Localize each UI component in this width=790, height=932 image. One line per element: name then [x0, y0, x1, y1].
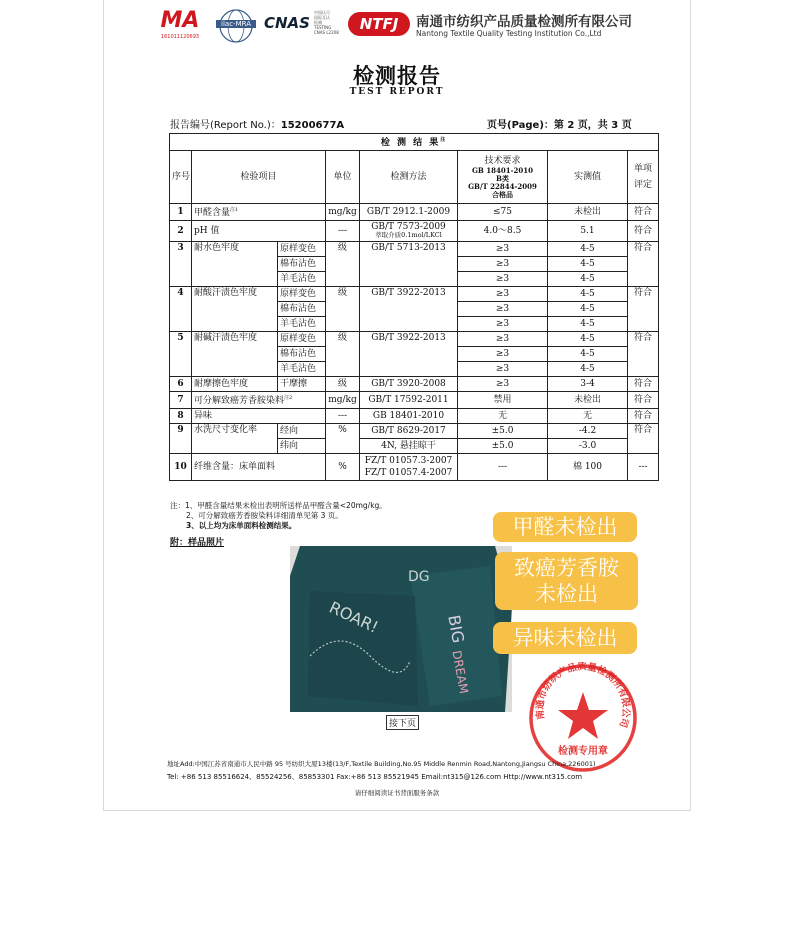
row-judge: 符合: [628, 424, 659, 454]
fabric-photo-illustration: [290, 546, 512, 712]
report-number-label: 报告编号(Report No.)：: [170, 120, 281, 131]
header-requirement: [458, 151, 548, 204]
table-row: [170, 204, 659, 221]
row-result: 4-5: [548, 257, 628, 272]
row-requirement: ≥3: [458, 347, 548, 362]
row-method: GB 18401-2010: [360, 409, 458, 424]
row-method: [360, 221, 458, 242]
row-method: [360, 454, 458, 481]
row-unit: 级: [326, 242, 360, 287]
row-unit: %: [326, 424, 360, 454]
cnas-side-line: 中国认可: [314, 10, 330, 15]
row-method: 4N, 悬挂晾干: [360, 439, 458, 454]
badge-aromatic-amine-line: 未检出: [535, 582, 598, 606]
ma-logo-text: MA: [160, 8, 200, 33]
row-requirement: ≥3: [458, 272, 548, 287]
row-subitem: 原样变色: [278, 242, 326, 257]
badge-aromatic-amine: [495, 552, 638, 610]
cnas-side-line: 检测: [314, 20, 322, 25]
badge-aromatic-amine-line: 致癌芳香胺: [514, 556, 619, 580]
row-unit: 级: [326, 287, 360, 332]
footer-back-note: 请仔细阅读证书背面服务条款: [354, 789, 440, 797]
note-line: 注：1、甲醛含量结果未检出表明所送样品甲醛含量<20mg/kg。: [170, 501, 387, 510]
svg-text:DG: DG: [408, 569, 430, 585]
row-no: 10: [170, 454, 192, 481]
badge-odor: 异味未检出: [493, 622, 637, 654]
row-requirement: ≥3: [458, 242, 548, 257]
row-requirement: 禁用: [458, 392, 548, 409]
row-subitem: 羊毛沾色: [278, 317, 326, 332]
header-judge-line: 评定: [634, 180, 653, 190]
cnas-side-line: CNAS L2208: [314, 30, 339, 35]
seal-ring-text: 南通市纺织产品质量检测所有限公司: [534, 662, 632, 729]
ntfj-logo: NTFJ: [348, 12, 410, 36]
report-title: 检测报告: [353, 64, 441, 88]
institution-name-en: Nantong Textile Quality Testing Institution Co.,Ltd: [416, 29, 602, 38]
row-result: 4-5: [548, 332, 628, 347]
row-method-line: GB/T 7573-2009: [371, 222, 446, 232]
results-table: [169, 133, 659, 481]
seal-center-text: 检测专用章: [558, 746, 608, 757]
row-requirement: ≥3: [458, 362, 548, 377]
table-row: [170, 392, 659, 409]
row-unit: ---: [326, 409, 360, 424]
row-subitem: 经向: [278, 424, 326, 439]
header-result: 实测值: [548, 151, 628, 204]
cnas-logo: [264, 8, 342, 44]
row-judge: 符合: [628, 242, 659, 287]
row-method-line: 萃取介质0.1mol/LKCl: [375, 231, 442, 239]
row-subitem: 棉布沾色: [278, 302, 326, 317]
table-row: [170, 377, 659, 392]
row-requirement: ≥3: [458, 377, 548, 392]
table-caption-text: 检 测 结 果: [380, 138, 441, 148]
svg-text:BIG: BIG: [444, 613, 468, 645]
table-row: [170, 409, 659, 424]
row-method-line: FZ/T 01057.3-2007: [364, 456, 453, 466]
row-judge: 符合: [628, 409, 659, 424]
row-requirement: ≥3: [458, 287, 548, 302]
note-line: 3、以上均为床单面料检测结果。: [186, 521, 297, 530]
row-item-text: 甲醛含量: [194, 208, 231, 218]
row-result: 4-5: [548, 242, 628, 257]
row-subitem: 羊毛沾色: [278, 362, 326, 377]
row-judge: 符合: [628, 204, 659, 221]
row-method: GB/T 3922-2013: [360, 287, 458, 332]
row-no: 8: [170, 409, 192, 424]
row-unit: mg/kg: [326, 204, 360, 221]
row-requirement: ±5.0: [458, 439, 548, 454]
row-requirement: ±5.0: [458, 424, 548, 439]
row-subitem: 棉布沾色: [278, 347, 326, 362]
row-result: 5.1: [548, 221, 628, 242]
table-row: [170, 242, 659, 257]
row-requirement: ≥3: [458, 317, 548, 332]
row-requirement: 无: [458, 409, 548, 424]
page-info: 页号(Page)：第 2 页，共 3 页: [487, 120, 632, 131]
row-subitem: 干摩擦: [278, 377, 326, 392]
badge-formaldehyde: 甲醛未检出: [493, 512, 637, 542]
header-item: 检验项目: [192, 151, 326, 204]
row-result: 4-5: [548, 272, 628, 287]
row-result: 无: [548, 409, 628, 424]
next-page-label: 接下页: [386, 715, 419, 730]
red-seal-icon: [527, 662, 639, 774]
cnas-logo-text: CNAS: [264, 14, 310, 32]
header-req-line: GB/T 22844-2009: [468, 181, 537, 191]
ilac-mra-logo: [214, 7, 258, 45]
row-item: pH 值: [192, 221, 326, 242]
row-judge: 符合: [628, 287, 659, 332]
row-subitem: 原样变色: [278, 332, 326, 347]
header-req-line: 合格品: [492, 189, 513, 199]
row-method: GB/T 3920-2008: [360, 377, 458, 392]
row-unit: mg/kg: [326, 392, 360, 409]
row-method: GB/T 2912.1-2009: [360, 204, 458, 221]
cnas-side-text: [314, 10, 339, 35]
row-item-sup: 注1: [230, 207, 239, 213]
row-result: 4-5: [548, 302, 628, 317]
row-requirement: 4.0～8.5: [458, 221, 548, 242]
row-judge: 符合: [628, 377, 659, 392]
row-unit: ---: [326, 221, 360, 242]
row-result: 未检出: [548, 204, 628, 221]
row-subitem: 羊毛沾色: [278, 272, 326, 287]
official-seal: [527, 662, 639, 774]
row-requirement: ---: [458, 454, 548, 481]
row-requirement: ≥3: [458, 257, 548, 272]
row-item: 纤维含量：床单面料: [192, 454, 326, 481]
row-method: GB/T 8629-2017: [360, 424, 458, 439]
row-item-sup: 注2: [284, 395, 293, 401]
cnas-side-line: TESTING: [314, 25, 332, 30]
row-requirement: ≤75: [458, 204, 548, 221]
report-number-value: 15200677A: [280, 120, 345, 131]
row-requirement: ≥3: [458, 332, 548, 347]
row-no: 5: [170, 332, 192, 377]
row-no: 9: [170, 424, 192, 454]
ilac-logo-text: ilac-MRA: [216, 20, 256, 28]
row-result: -4.2: [548, 424, 628, 439]
table-row: [170, 287, 659, 302]
row-result: 未检出: [548, 392, 628, 409]
row-subitem: 纬向: [278, 439, 326, 454]
row-method: GB/T 3922-2013: [360, 332, 458, 377]
note-line: 2、可分解致癌芳香胺染料详细清单见第 3 页。: [186, 511, 343, 520]
table-caption-note: 注: [440, 137, 448, 143]
row-result: 4-5: [548, 317, 628, 332]
row-method-line: FZ/T 01057.4-2007: [364, 468, 453, 478]
row-judge: 符合: [628, 221, 659, 242]
table-row: [170, 424, 659, 439]
row-result: 3-4: [548, 377, 628, 392]
row-method: GB/T 5713-2013: [360, 242, 458, 287]
svg-text:DREAM: DREAM: [449, 649, 471, 695]
row-judge: ---: [628, 454, 659, 481]
row-item: [192, 392, 326, 409]
row-item: [192, 204, 326, 221]
row-item: 耐碱汗渍色牢度: [192, 332, 278, 377]
header-req-line: B类: [496, 173, 509, 183]
row-item: 耐水色牢度: [192, 242, 278, 287]
table-row: [170, 221, 659, 242]
report-subtitle: TEST REPORT: [349, 87, 445, 97]
row-item: 异味: [192, 409, 326, 424]
row-no: 1: [170, 204, 192, 221]
header-req-line: 技术要求: [484, 155, 521, 166]
header-judge: [628, 151, 659, 204]
header-judge-line: 单项: [634, 164, 653, 174]
footer-contact: Tel: +86 513 85516624、85524256、85853301 Fax:+86 513 85521945 Email:nt315@126.com Http://www.nt315.com: [167, 773, 583, 781]
row-item: 耐酸汗渍色牢度: [192, 287, 278, 332]
row-subitem: 原样变色: [278, 287, 326, 302]
table-caption: [170, 134, 659, 151]
header-unit: 单位: [326, 151, 360, 204]
svg-text:ROAR!: ROAR!: [326, 597, 382, 637]
row-result: -3.0: [548, 439, 628, 454]
row-no: 2: [170, 221, 192, 242]
row-requirement: ≥3: [458, 302, 548, 317]
row-judge: 符合: [628, 332, 659, 377]
institution-name-cn: 南通市纺织产品质量检测所有限公司: [416, 14, 632, 30]
row-no: 6: [170, 377, 192, 392]
row-result: 4-5: [548, 287, 628, 302]
header-method: 检测方法: [360, 151, 458, 204]
row-unit: 级: [326, 332, 360, 377]
row-unit: 级: [326, 377, 360, 392]
footer-address: 地址Add:中国江苏省南通市人民中路 95 号纺织大厦13楼(13/F,Textile Building,No.95 Middle Renmin Road,Nantong,Jiangsu China,226001): [167, 760, 596, 768]
row-no: 7: [170, 392, 192, 409]
row-judge: 符合: [628, 392, 659, 409]
sample-photo: [290, 546, 512, 712]
ma-logo-code: 161011120693: [160, 34, 200, 40]
table-row: [170, 332, 659, 347]
ma-logo: [156, 8, 204, 44]
cnas-side-line: 国际互认: [314, 15, 330, 20]
row-result: 4-5: [548, 347, 628, 362]
photo-label: 附：样品照片: [170, 538, 225, 548]
row-item: 耐摩擦色牢度: [192, 377, 278, 392]
row-method: GB/T 17592-2011: [360, 392, 458, 409]
header-req-line: GB 18401-2010: [471, 165, 534, 175]
header-no: 序号: [170, 151, 192, 204]
row-no: 4: [170, 287, 192, 332]
table-notes: [170, 501, 500, 531]
row-result: 4-5: [548, 362, 628, 377]
row-no: 3: [170, 242, 192, 287]
row-subitem: 棉布沾色: [278, 257, 326, 272]
report-sheet: [103, 0, 691, 811]
row-unit: %: [326, 454, 360, 481]
row-item-text: 可分解致癌芳香胺染料: [194, 396, 285, 406]
row-result: 棉 100: [548, 454, 628, 481]
table-row: [170, 454, 659, 481]
row-item: 水洗尺寸变化率: [192, 424, 278, 454]
report-number: [170, 116, 344, 131]
